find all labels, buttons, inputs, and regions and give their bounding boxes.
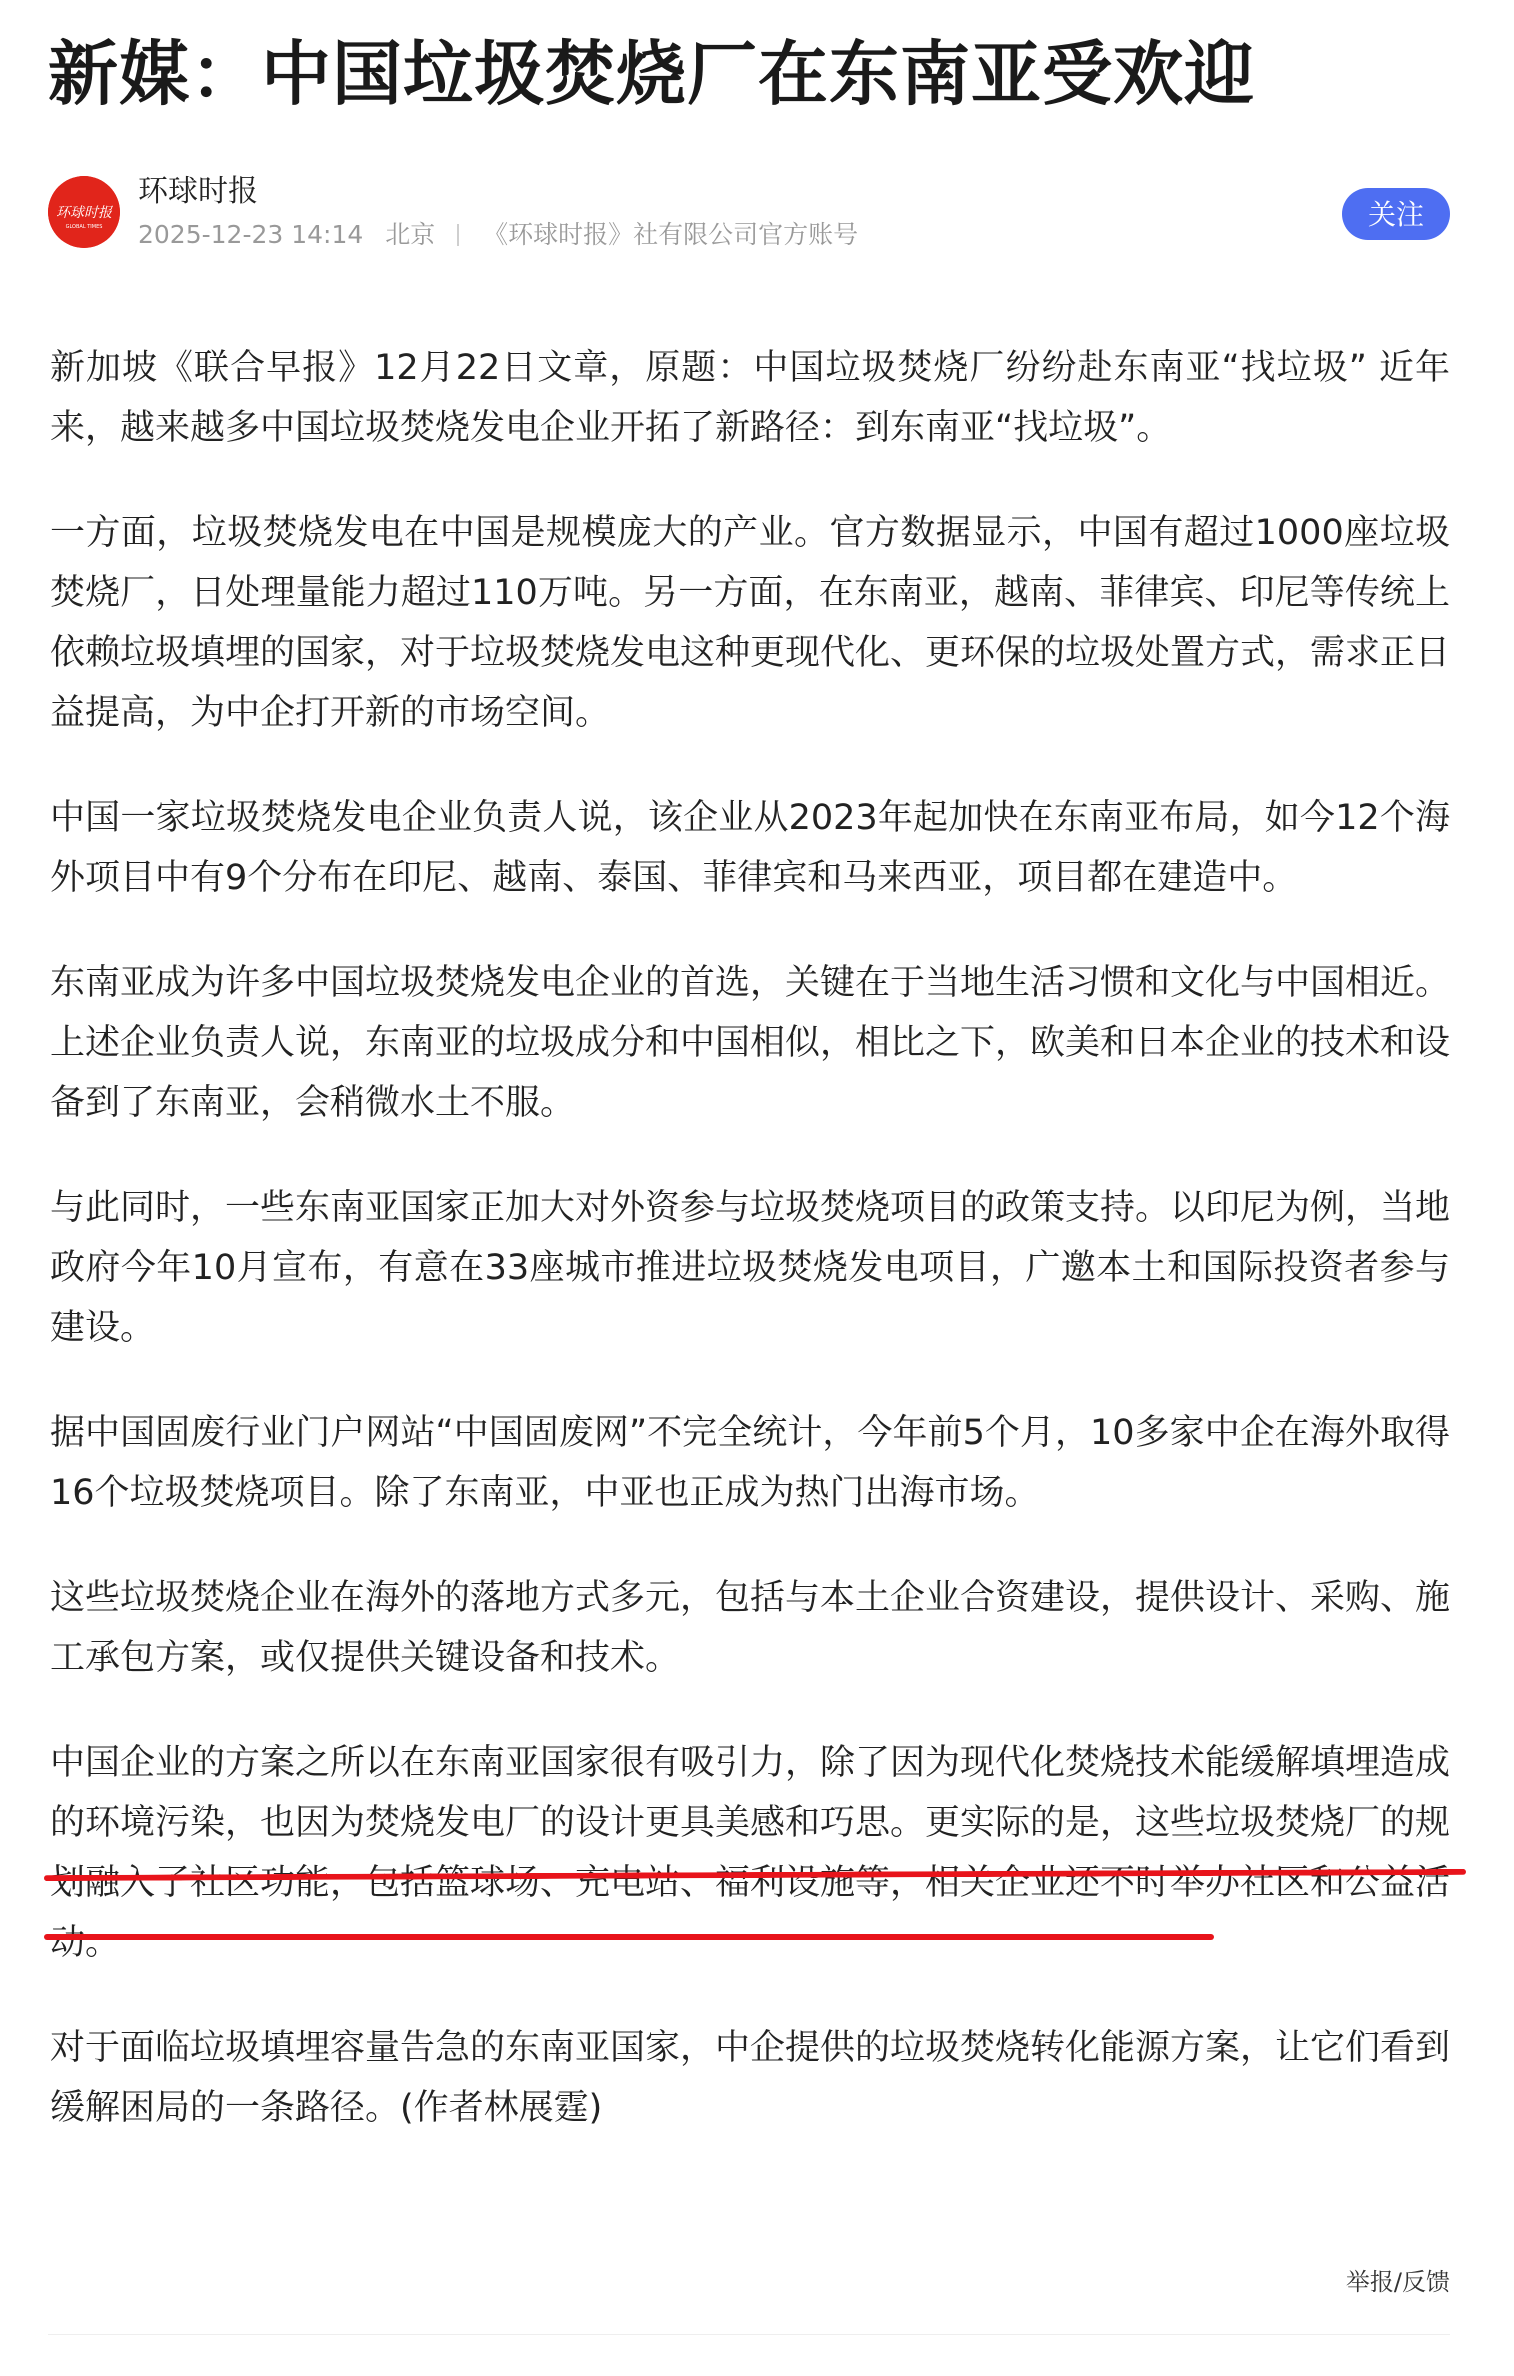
paragraph: 新加坡《联合早报》12月22日文章，原题：中国垃圾焚烧厂纷纷赴东南亚“找垃圾” 近年来，越来越多中国垃圾焚烧发电企业开拓了新路径：到东南亚“找垃圾”。 xyxy=(50,348,1450,448)
paragraph: 与此同时，一些东南亚国家正加大对外资参与垃圾焚烧项目的政策支持。以印尼为例，当地政府今年10月宣布，有意在33座城市推进垃圾焚烧发电项目，广邀本土和国际投资者参与建设。 xyxy=(50,1188,1451,1348)
paragraph: 中国一家垃圾焚烧发电企业负责人说，该企业从2023年起加快在东南亚布局，如今12个海外项目中有9个分布在印尼、越南、泰国、菲律宾和马来西亚，项目都在建造中。 xyxy=(50,798,1450,898)
meta-divider xyxy=(457,224,459,246)
paragraph: 一方面，垃圾焚烧发电在中国是规模庞大的产业。官方数据显示，中国有超过1000座垃圾焚烧厂，日处理量能力超过110万吨。另一方面，在东南亚，越南、菲律宾、印尼等传统上依赖垃圾填埋的国家，对于垃圾焚烧发电这种更现代化、更环保的垃圾处置方式，需求正日益提高，为中企打开新的市场空间。 xyxy=(50,513,1451,733)
paragraph: 对于面临垃圾填埋容量告急的东南亚国家，中企提供的垃圾焚烧转化能源方案，让它们看到缓解困局的一条路径。(作者林展霆) xyxy=(50,2028,1451,2128)
paragraph: 这些垃圾焚烧企业在海外的落地方式多元，包括与本土企业合资建设，提供设计、采购、施工承包方案，或仅提供关键设备和技术。 xyxy=(50,1578,1451,1678)
logo-subtext: GLOBAL TIMES xyxy=(65,224,103,230)
report-feedback-link[interactable]: 举报/反馈 xyxy=(1345,2268,1450,2296)
publish-location: 北京 xyxy=(385,220,436,249)
publish-date: 2025-12-23 14:14 xyxy=(138,220,364,249)
author-description: 《环球时报》社有限公司官方账号 xyxy=(483,220,859,249)
author-row xyxy=(48,168,1450,258)
red-underline-annotation xyxy=(44,1934,1214,1940)
logo-lettering: 环球时报 xyxy=(56,205,112,221)
article-body xyxy=(50,338,1450,2183)
footer-divider xyxy=(48,2334,1450,2335)
paragraph: 东南亚成为许多中国垃圾焚烧发电企业的首选，关键在于当地生活习惯和文化与中国相近。上述企业负责人说，东南亚的垃圾成分和中国相似，相比之下，欧美和日本企业的技术和设备到了东南亚，会稍微水土不服。 xyxy=(50,963,1451,1123)
publisher-logo[interactable] xyxy=(48,176,120,248)
follow-button[interactable]: 关注 xyxy=(1342,188,1450,240)
article-title: 新媒：中国垃圾焚烧厂在东南亚受欢迎 xyxy=(48,32,1255,115)
highlighted-paragraph: 据中国固废行业门户网站“中国固废网”不完全统计，今年前5个月，10多家中企在海外取得16个垃圾焚烧项目。除了东南亚，中亚也正成为热门出海市场。 xyxy=(50,1413,1450,1513)
author-name[interactable]: 环球时报 xyxy=(138,174,258,209)
paragraph: 中国企业的方案之所以在东南亚国家很有吸引力，除了因为现代化焚烧技术能缓解填埋造成的环境污染，也因为焚烧发电厂的设计更具美感和巧思。更实际的是，这些垃圾焚烧厂的规划融入了社区功能，包括篮球场、充电站、福利设施等，相关企业还不时举办社区和公益活动。 xyxy=(50,1743,1451,1963)
article-meta xyxy=(138,218,872,252)
